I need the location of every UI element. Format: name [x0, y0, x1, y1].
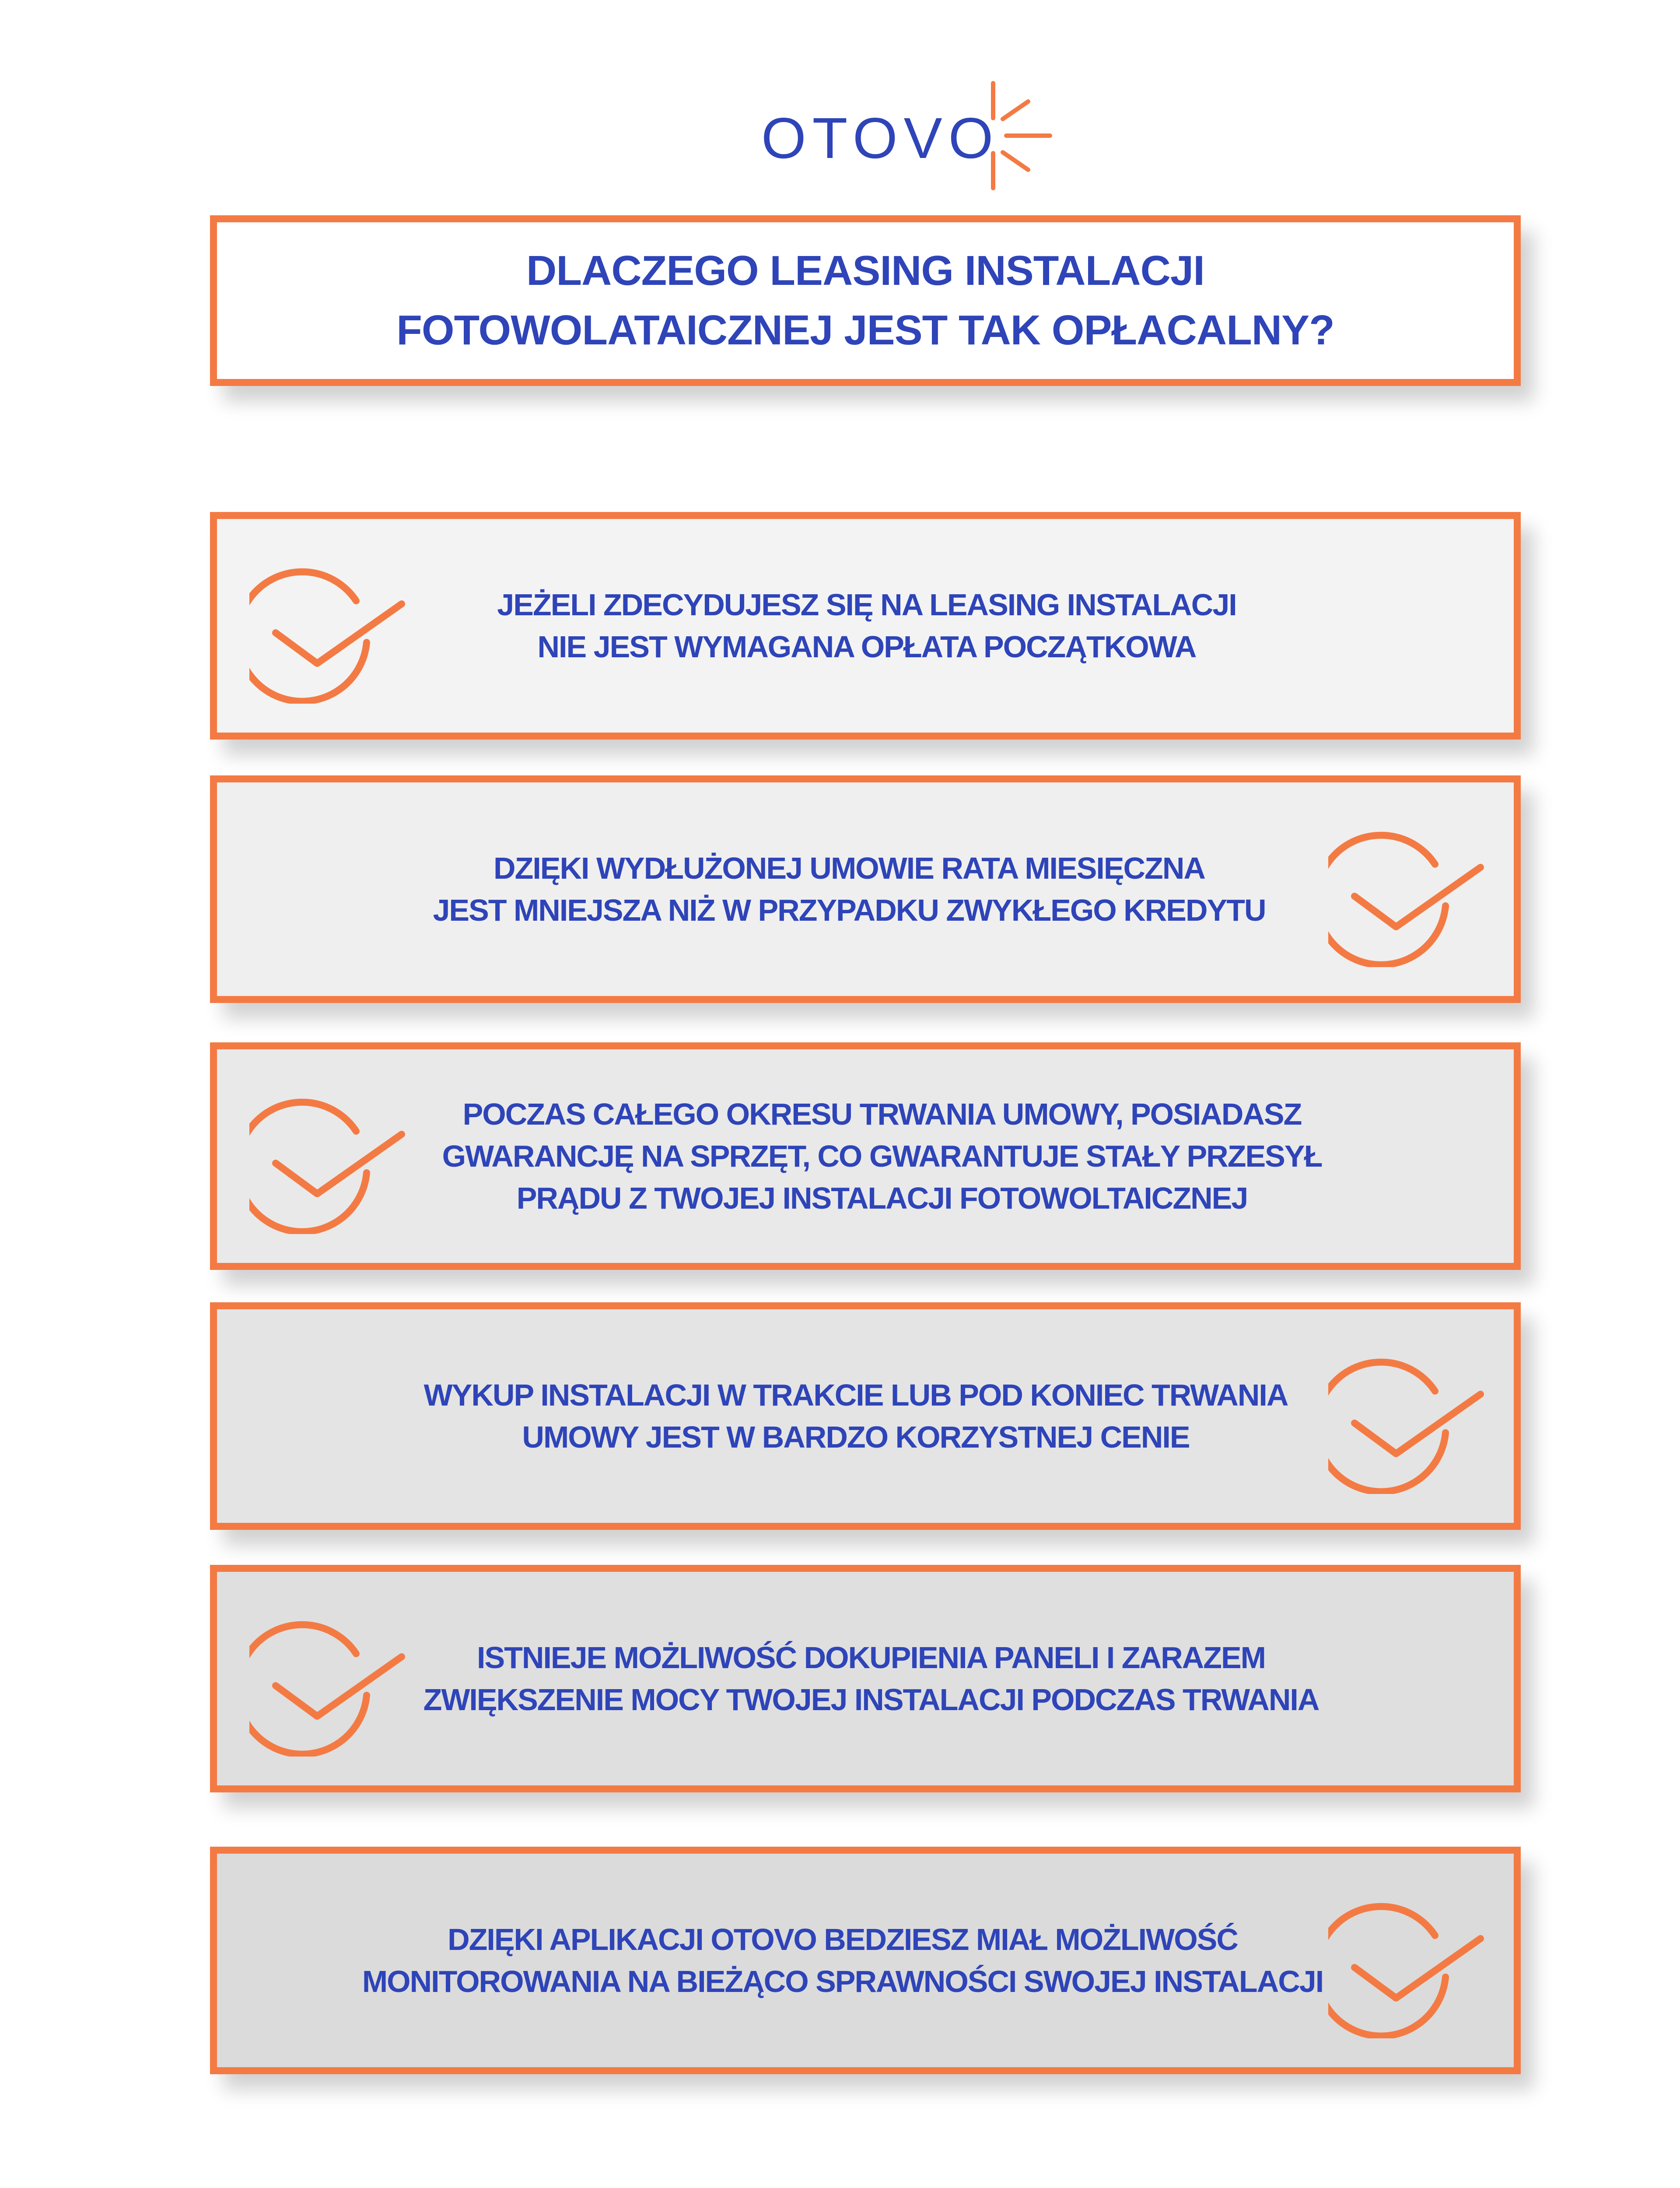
benefit-card: [210, 1302, 1521, 1530]
benefit-text: JEŻELI ZDECYDUJESZ SIĘ NA LEASING INSTALACJI NIE JEST WYMAGANA OPŁATA POCZĄTKOWA: [497, 588, 1236, 664]
sun-icon: [984, 79, 1054, 193]
benefit-card: [210, 1847, 1521, 2074]
otovo-logo: [761, 79, 1059, 201]
page-title: DLACZEGO LEASING INSTALACJI FOTOWOLATAICZNEJ JEST TAK OPŁACALNY?: [396, 247, 1334, 354]
check-circle-icon: [1328, 1350, 1486, 1494]
check-circle-icon: [249, 1612, 407, 1757]
check-circle-icon: [249, 1090, 407, 1234]
logo-wordmark: OTOVO: [761, 106, 1000, 170]
benefit-card: [210, 512, 1521, 740]
benefit-card: [210, 775, 1521, 1003]
benefit-text: ISTNIEJE MOŻLIWOŚĆ DOKUPIENIA PANELI I ZARAZEM ZWIĘKSZENIE MOCY TWOJEJ INSTALACJI PODCZAS TRWANIA: [423, 1641, 1319, 1717]
check-circle-icon: [1328, 1894, 1486, 2038]
benefit-text: POCZAS CAŁEGO OKRESU TRWANIA UMOWY, POSIADASZ GWARANCJĘ NA SPRZĘT, CO GWARANTUJE STAŁY PRZESYŁ PRĄDU Z TWOJEJ INSTALACJI FOTOWOLTAICZNEJ: [442, 1097, 1322, 1215]
benefit-text: DZIĘKI APLIKACJI OTOVO BEDZIESZ MIAŁ MOŻLIWOŚĆ MONITOROWANIA NA BIEŻĄCO SPRAWNOŚCI SWOJEJ INSTALACJI: [362, 1922, 1323, 1999]
benefit-text: WYKUP INSTALACJI W TRAKCIE LUB POD KONIEC TRWANIA UMOWY JEST W BARDZO KORZYSTNEJ CENIE: [424, 1378, 1288, 1454]
benefit-text: DZIĘKI WYDŁUŻONEJ UMOWIE RATA MIESIĘCZNA JEST MNIEJSZA NIŻ W PRZYPADKU ZWYKŁEGO KREDYTU: [433, 851, 1266, 927]
title-box: [210, 215, 1521, 386]
benefit-card: [210, 1042, 1521, 1270]
benefit-card: [210, 1565, 1521, 1792]
check-circle-icon: [1328, 823, 1486, 967]
check-circle-icon: [249, 559, 407, 704]
